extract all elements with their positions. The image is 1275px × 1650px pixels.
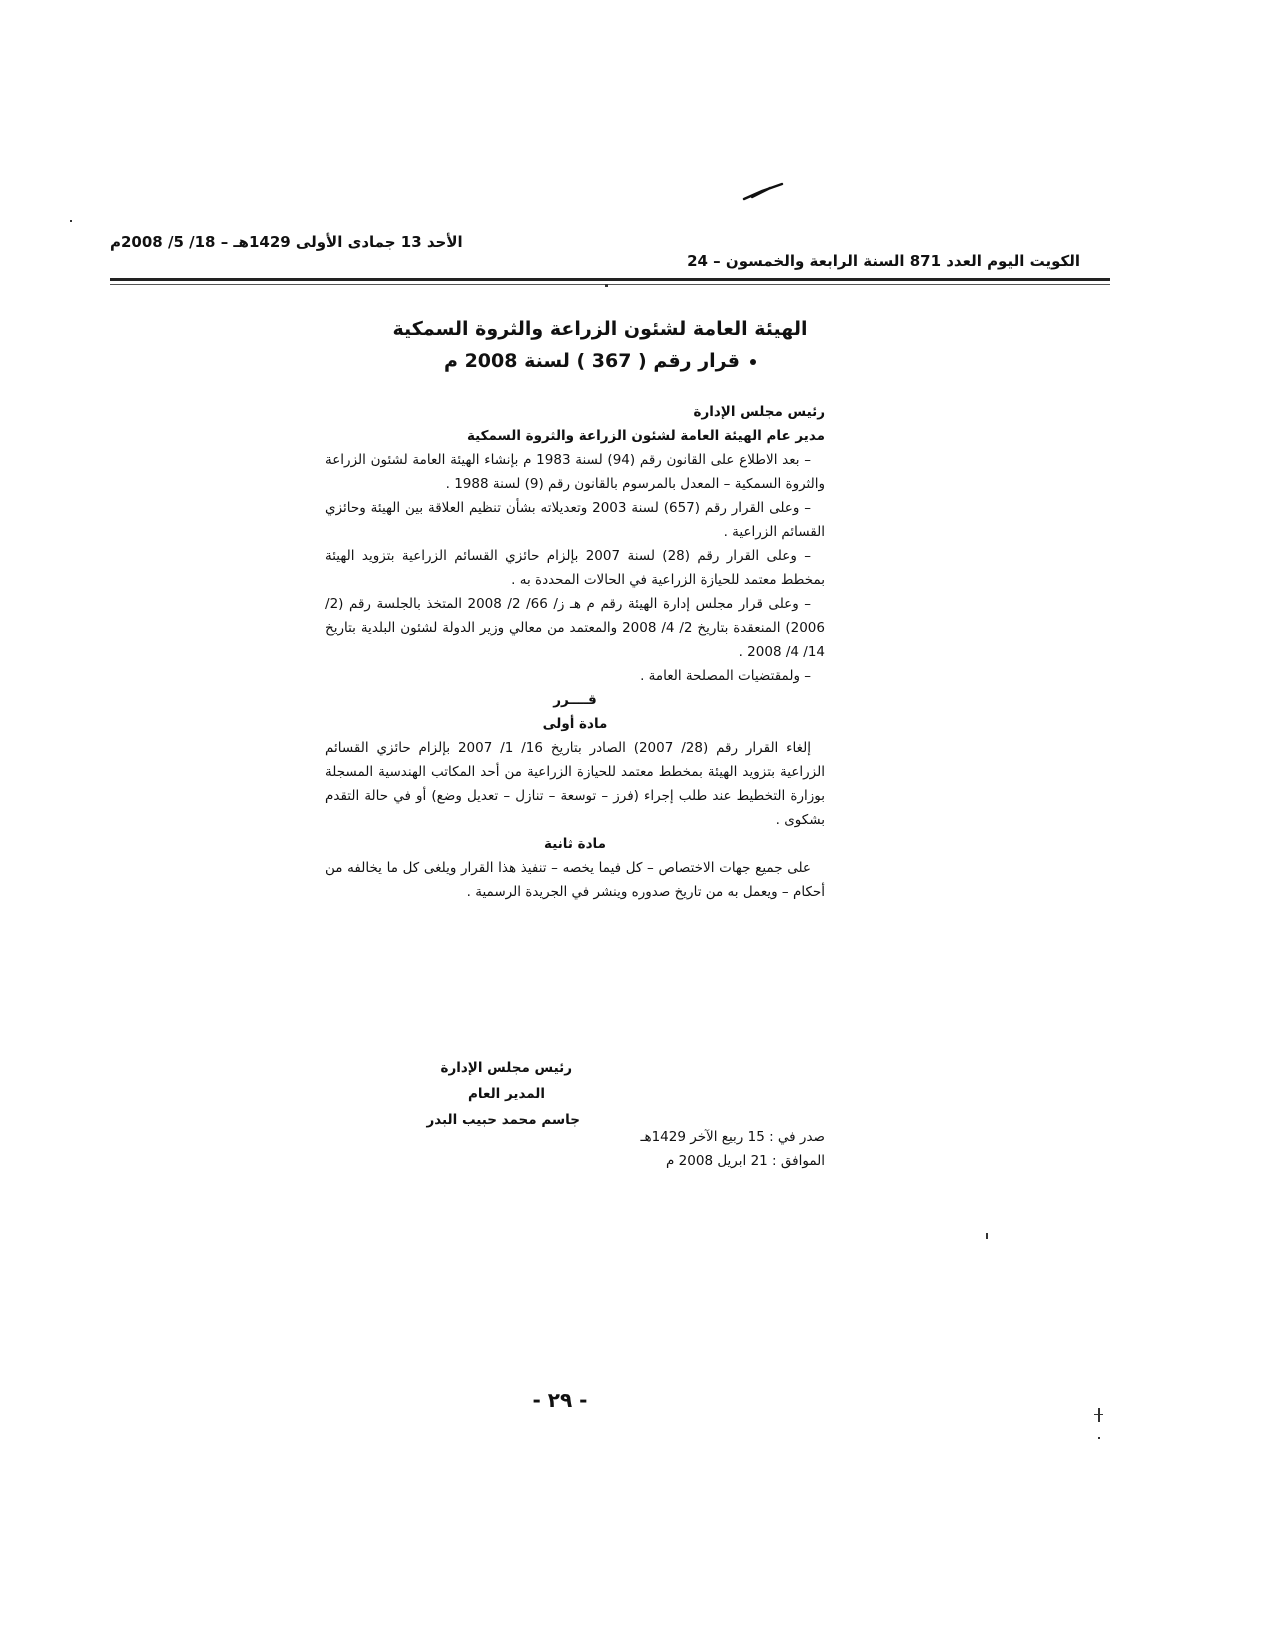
article-1-text: إلغاء القرار رقم (28/ 2007) الصادر بتاريخ 16/ 1/ 2007 بإلزام حائزي القسائم الزراعية بتزويد الهيئة بمخطط معتمد للحيازة الزراعية من أحد المكاتب الهندسية المسجلة بوزارة التخطيط عند طلب إجراء (فرز – توسعة – تنازل – تعديل وضع) أو في حالة التقدم بشكوى . — [325, 740, 825, 828]
header-rule — [110, 278, 1110, 281]
bullet-icon — [750, 359, 756, 365]
decision-title — [380, 350, 820, 372]
preamble-line-2: مدير عام الهيئة العامة لشئون الزراعة والثروة السمكية — [466, 428, 825, 444]
header-rule-thin — [110, 284, 1110, 285]
decision-title-text: قرار رقم ( 367 ) لسنة 2008 م — [444, 350, 740, 372]
preamble-line-1: رئيس مجلس الإدارة — [693, 404, 825, 420]
scan-speck — [605, 284, 608, 287]
signature-name: جاسم محمد حبيب البدر — [426, 1112, 580, 1128]
authority-title: الهيئة العامة لشئون الزراعة والثروة السمكية — [392, 318, 808, 340]
decision-body — [325, 400, 825, 904]
signature-block — [330, 1055, 580, 1133]
recital-4: – وعلى قرار مجلس إدارة الهيئة رقم م هـ ز/ 66/ 2/ 2008 المتخذ بالجلسة رقم (2/ 2006) المنعقدة بتاريخ 2/ 4/ 2008 والمعتمد من معالي وزير الدولة لشئون البلدية بتاريخ 14/ 4/ 2008 . — [325, 596, 825, 660]
header-date: الأحد 13 جمادى الأولى 1429هـ – 18/ 5/ 2008م — [110, 233, 463, 251]
pen-mark-icon — [742, 182, 787, 202]
scan-speck — [1094, 1414, 1103, 1415]
article-1-heading: مادة أولى — [542, 716, 608, 732]
issued-gregorian: الموافق : 21 ابريل 2008 م — [666, 1153, 825, 1169]
issued-hijri: صدر في : 15 ربيع الآخر 1429هـ — [640, 1129, 825, 1145]
page-number: - ٢٩ - — [532, 1388, 588, 1412]
recital-2: – وعلى القرار رقم (657) لسنة 2003 وتعديلاته بشأن تنظيم العلاقة بين الهيئة وحائزي القسائم الزراعية . — [325, 500, 825, 540]
header-issue-info: الكويت اليوم العدد 871 السنة الرابعة والخمسون – 24 — [687, 252, 1080, 270]
scan-speck — [70, 220, 72, 222]
issue-date-block — [560, 1125, 825, 1173]
signature-role: المدير العام — [468, 1086, 545, 1102]
scan-speck — [1098, 1408, 1100, 1422]
recital-3: – وعلى القرار رقم (28) لسنة 2007 بإلزام حائزي القسائم الزراعية بتزويد الهيئة بمخطط معتمد للحيازة الزراعية في الحالات المحددة به . — [325, 548, 825, 588]
signature-title: رئيس مجلس الإدارة — [440, 1060, 572, 1076]
article-2-text: على جميع جهات الاختصاص – كل فيما يخصه – تنفيذ هذا القرار ويلغى كل ما يخالفه من أحكام – ويعمل به من تاريخ صدوره وينشر في الجريدة الرسمية . — [325, 860, 825, 900]
decides-heading: قــــرر — [553, 692, 597, 708]
scan-speck — [986, 1233, 988, 1239]
scan-speck — [1098, 1437, 1100, 1439]
recital-1: – بعد الاطلاع على القانون رقم (94) لسنة 1983 م بإنشاء الهيئة العامة لشئون الزراعة والثروة السمكية – المعدل بالمرسوم بالقانون رقم (9) لسنة 1988 . — [325, 452, 825, 492]
article-2-heading: مادة ثانية — [544, 836, 606, 852]
recital-5: – ولمقتضيات المصلحة العامة . — [640, 668, 811, 684]
